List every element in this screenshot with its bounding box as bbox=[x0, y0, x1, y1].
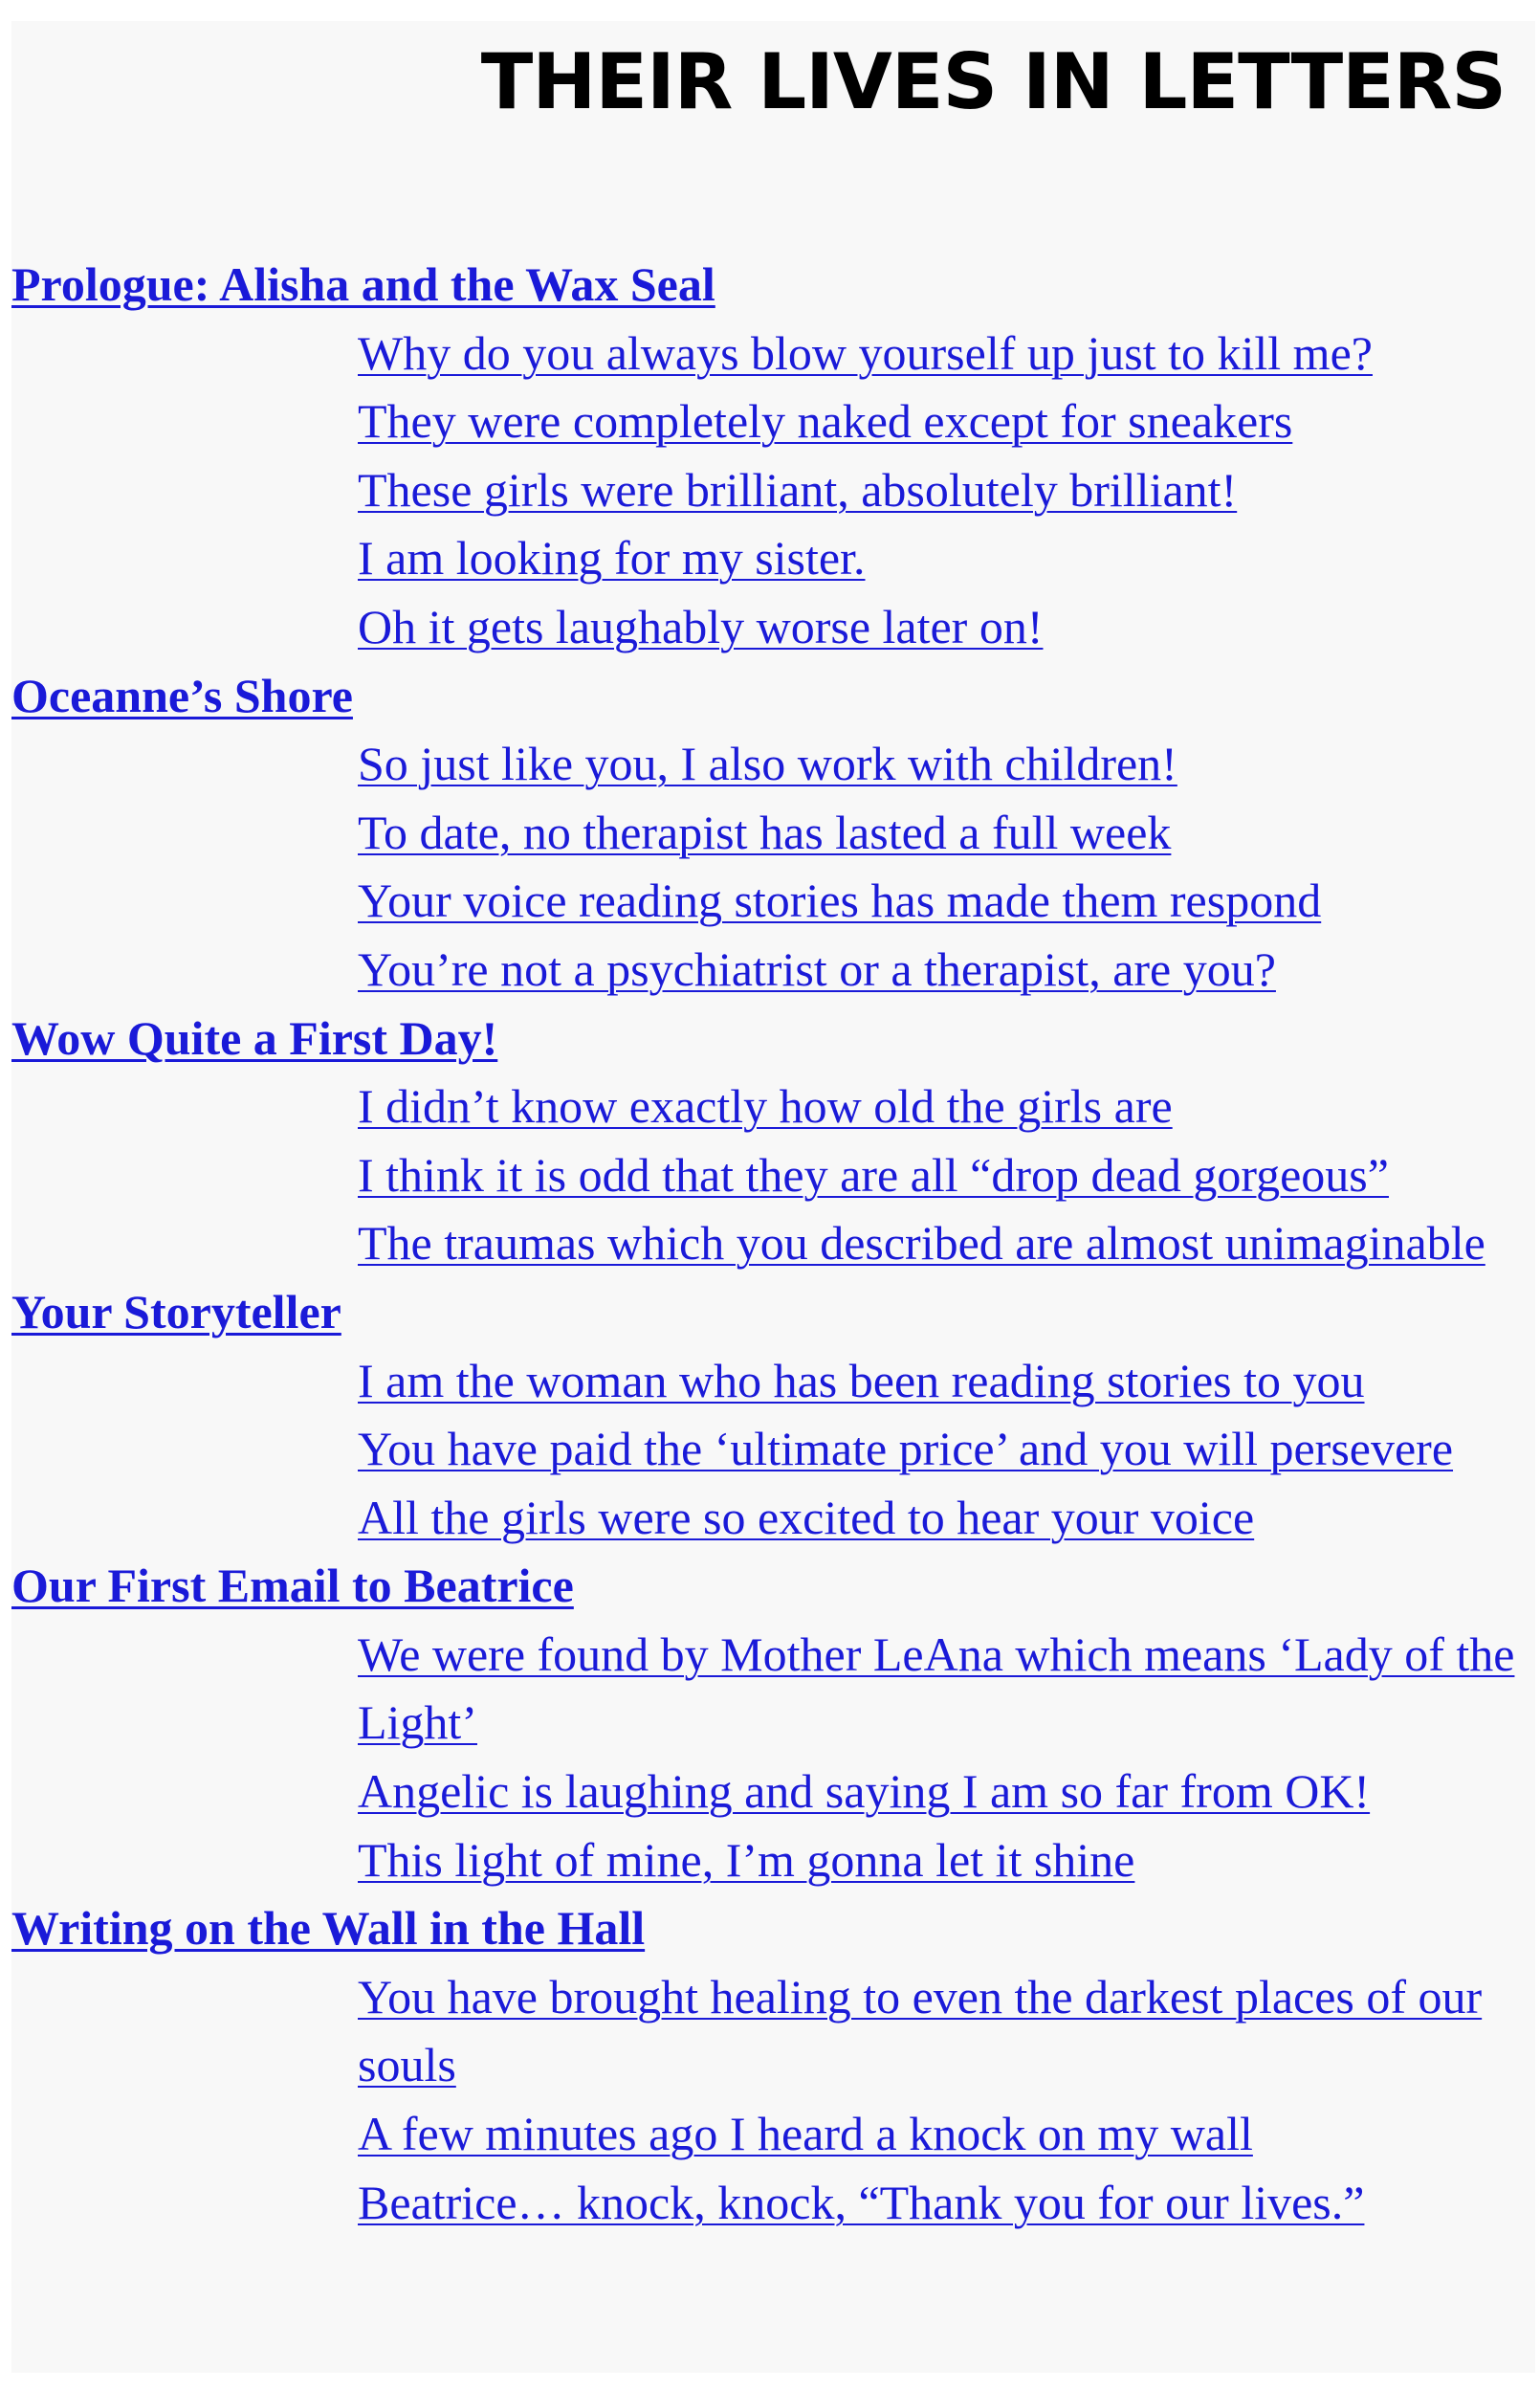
chapter-link[interactable]: Prologue: Alisha and the Wax Seal bbox=[11, 257, 715, 311]
chapter-link[interactable]: Wow Quite a First Day! bbox=[11, 1010, 498, 1065]
entry-link[interactable]: To date, no therapist has lasted a full week bbox=[358, 805, 1172, 859]
toc-entry bbox=[358, 387, 1535, 456]
entry-link[interactable]: This light of mine, I’m gonna let it shine bbox=[358, 1832, 1135, 1887]
entry-link[interactable]: So just like you, I also work with children! bbox=[358, 737, 1177, 791]
toc-entry bbox=[358, 1209, 1535, 1278]
entry-link[interactable]: Your voice reading stories has made them respond bbox=[358, 874, 1322, 928]
entry-link[interactable]: A few minutes ago I heard a knock on my wall bbox=[358, 2107, 1253, 2161]
toc-chapter bbox=[11, 1552, 1535, 1894]
chapter-entries bbox=[11, 320, 1535, 662]
toc-entry bbox=[358, 936, 1535, 1005]
toc-entry bbox=[358, 456, 1535, 525]
toc-entry bbox=[358, 867, 1535, 936]
entry-link[interactable]: Why do you always blow yourself up just to kill me? bbox=[358, 325, 1373, 380]
chapter-entries bbox=[11, 1347, 1535, 1553]
toc-entry bbox=[358, 1141, 1535, 1210]
entry-link[interactable]: These girls were brilliant, absolutely brilliant! bbox=[358, 462, 1238, 517]
toc-entry bbox=[358, 1347, 1535, 1416]
document-title: THEIR LIVES IN LETTERS bbox=[480, 37, 1506, 126]
toc-chapter bbox=[11, 1005, 1535, 1278]
entry-link[interactable]: Oh it gets laughably worse later on! bbox=[358, 599, 1044, 653]
entry-link[interactable]: I didn’t know exactly how old the girls are bbox=[358, 1079, 1173, 1134]
chapter-entries bbox=[11, 730, 1535, 1004]
document-page bbox=[11, 21, 1535, 2373]
chapter-entries bbox=[11, 1073, 1535, 1278]
toc-entry bbox=[358, 1758, 1535, 1826]
toc-entry bbox=[358, 1415, 1535, 1484]
table-of-contents bbox=[11, 251, 1535, 2237]
chapter-link[interactable]: Your Storyteller bbox=[11, 1284, 341, 1338]
toc-entry bbox=[358, 1963, 1535, 2100]
toc-entry bbox=[358, 1826, 1535, 1895]
chapter-link[interactable]: Oceanne’s Shore bbox=[11, 668, 353, 722]
toc-chapter bbox=[11, 1894, 1535, 2237]
toc-entry bbox=[358, 593, 1535, 662]
entry-link[interactable]: I am looking for my sister. bbox=[358, 531, 866, 586]
entry-link[interactable]: We were found by Mother LeAna which means ‘Lady of the Light’ bbox=[358, 1626, 1515, 1750]
chapter-link[interactable]: Writing on the Wall in the Hall bbox=[11, 1901, 646, 1956]
entry-link[interactable]: You’re not a psychiatrist or a therapist, are you? bbox=[358, 941, 1276, 996]
toc-chapter bbox=[11, 251, 1535, 662]
toc-chapter bbox=[11, 1278, 1535, 1552]
entry-link[interactable]: They were completely naked except for sneakers bbox=[358, 394, 1293, 449]
toc-entry bbox=[358, 1073, 1535, 1141]
entry-link[interactable]: You have paid the ‘ultimate price’ and you will persevere bbox=[358, 1422, 1454, 1476]
entry-link[interactable]: Angelic is laughing and saying I am so far from OK! bbox=[358, 1764, 1371, 1819]
toc-entry bbox=[358, 799, 1535, 868]
toc-entry bbox=[358, 524, 1535, 593]
entry-link[interactable]: You have brought healing to even the darkest places of our souls bbox=[358, 1969, 1483, 2092]
toc-entry bbox=[358, 1484, 1535, 1553]
entry-link[interactable]: Beatrice… knock, knock, “Thank you for our lives.” bbox=[358, 2175, 1365, 2229]
toc-entry bbox=[358, 1621, 1535, 1758]
entry-link[interactable]: I think it is odd that they are all “drop dead gorgeous” bbox=[358, 1147, 1389, 1202]
toc-entry bbox=[358, 730, 1535, 799]
entry-link[interactable]: The traumas which you described are almost unimaginable bbox=[358, 1216, 1485, 1271]
chapter-entries bbox=[11, 1621, 1535, 1894]
chapter-entries bbox=[11, 1963, 1535, 2237]
entry-link[interactable]: I am the woman who has been reading stories to you bbox=[358, 1353, 1365, 1407]
chapter-link[interactable]: Our First Email to Beatrice bbox=[11, 1559, 574, 1613]
toc-entry bbox=[358, 2169, 1535, 2238]
toc-entry bbox=[358, 2100, 1535, 2169]
toc-entry bbox=[358, 320, 1535, 388]
toc-chapter bbox=[11, 662, 1535, 1005]
entry-link[interactable]: All the girls were so excited to hear your voice bbox=[358, 1490, 1255, 1544]
